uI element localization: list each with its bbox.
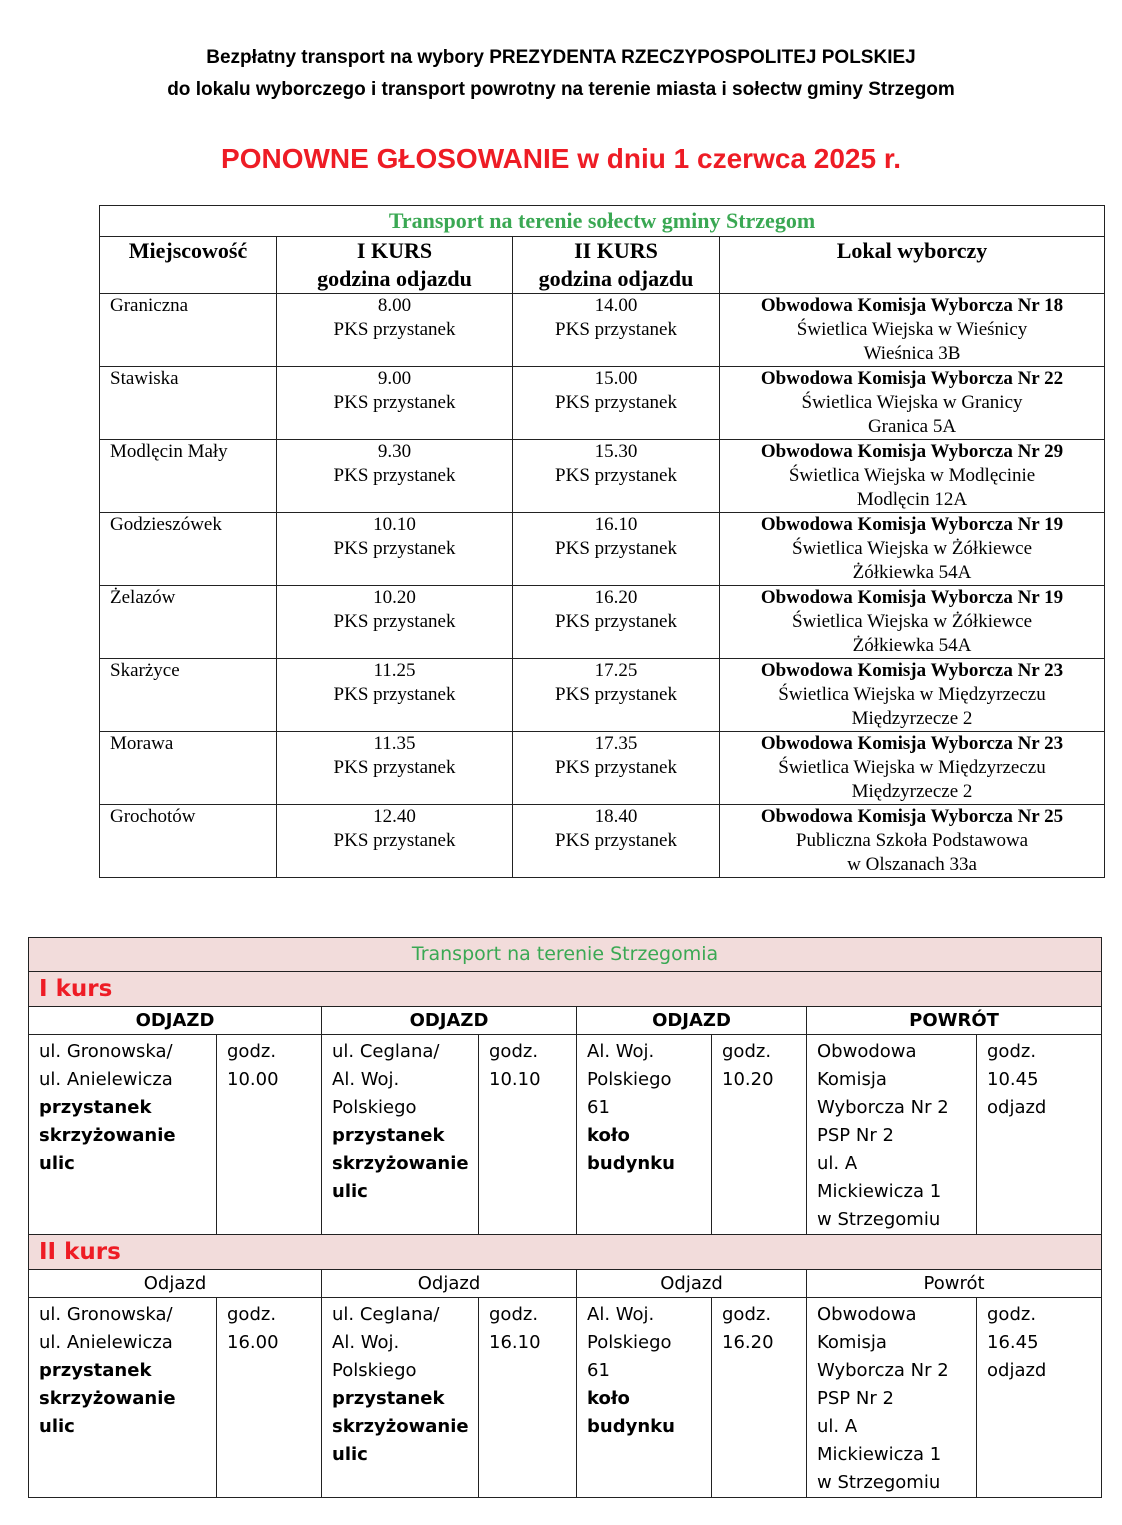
cell-course-2: 15.00 PKS przystanek — [513, 367, 720, 440]
stop-location: ul. Gronowska/ ul. Anielewicza przystanek skrzyżowanie ulic — [29, 1298, 217, 1498]
table-row — [29, 1298, 1102, 1498]
table-villages — [99, 205, 1105, 878]
table-row — [100, 294, 1105, 367]
col-header-course-2: II KURS godzina odjazdu — [513, 237, 720, 294]
table-row — [100, 367, 1105, 440]
cell-course-1: 10.20 PKS przystanek — [277, 586, 513, 659]
cell-course-2: 16.10 PKS przystanek — [513, 513, 720, 586]
stop-time: godz. 10.00 — [217, 1035, 322, 1235]
course-label: I kurs — [29, 972, 1102, 1007]
cell-course-1: 10.10 PKS przystanek — [277, 513, 513, 586]
header-line-2: do lokalu wyborczego i transport powrotny na terenie miasta i sołectw gminy Strzegom — [167, 79, 955, 100]
cell-place: Grochotów — [100, 805, 277, 878]
col-header-course-1: I KURS godzina odjazdu — [277, 237, 513, 294]
cell-course-2: 16.20 PKS przystanek — [513, 586, 720, 659]
header-line-1: Bezpłatny transport na wybory PREZYDENTA RZECZYPOSPOLITEJ POLSKIEJ — [206, 47, 916, 68]
stop-location: Al. Woj. Polskiego 61 koło budynku — [577, 1035, 712, 1235]
course-label: II kurs — [29, 1235, 1102, 1270]
cell-course-2: 17.35 PKS przystanek — [513, 732, 720, 805]
cell-course-2: 14.00 PKS przystanek — [513, 294, 720, 367]
col-header-place: Miejscowość — [100, 237, 277, 294]
course-col-header: ODJAZD — [577, 1007, 807, 1035]
cell-course-1: 11.25 PKS przystanek — [277, 659, 513, 732]
cell-lokal: Obwodowa Komisja Wyborcza Nr 23 Świetlica Wiejska w Międzyrzeczu Międzyrzecze 2 — [720, 732, 1105, 805]
table-row — [100, 513, 1105, 586]
cell-course-2: 15.30 PKS przystanek — [513, 440, 720, 513]
cell-place: Modlęcin Mały — [100, 440, 277, 513]
course-col-header: POWRÓT — [807, 1007, 1102, 1035]
course-col-header: ODJAZD — [29, 1007, 322, 1035]
table-row — [29, 1035, 1102, 1235]
table-city-title: Transport na terenie Strzegomia — [29, 938, 1102, 972]
cell-course-1: 11.35 PKS przystanek — [277, 732, 513, 805]
cell-place: Żelazów — [100, 586, 277, 659]
cell-lokal: Obwodowa Komisja Wyborcza Nr 29 Świetlica Wiejska w Modlęcinie Modlęcin 12A — [720, 440, 1105, 513]
cell-place: Stawiska — [100, 367, 277, 440]
table-row — [100, 440, 1105, 513]
stop-time: godz. 10.20 — [712, 1035, 807, 1235]
course-col-header: Powrót — [807, 1270, 1102, 1298]
cell-lokal: Obwodowa Komisja Wyborcza Nr 19 Świetlica Wiejska w Żółkiewce Żółkiewka 54A — [720, 513, 1105, 586]
stop-time: godz. 16.45 odjazd — [977, 1298, 1102, 1498]
cell-lokal: Obwodowa Komisja Wyborcza Nr 19 Świetlica Wiejska w Żółkiewce Żółkiewka 54A — [720, 586, 1105, 659]
cell-lokal: Obwodowa Komisja Wyborcza Nr 22 Świetlica Wiejska w Granicy Granica 5A — [720, 367, 1105, 440]
stop-location: ul. Ceglana/ Al. Woj. Polskiego przystanek skrzyżowanie ulic — [322, 1035, 479, 1235]
table-row — [100, 586, 1105, 659]
course-col-header: ODJAZD — [322, 1007, 577, 1035]
col-header-lokal: Lokal wyborczy — [720, 237, 1105, 294]
table-row — [100, 805, 1105, 878]
stop-time: godz. 16.20 — [712, 1298, 807, 1498]
header-line-3: PONOWNE GŁOSOWANIE w dniu 1 czerwca 2025 r. — [221, 143, 901, 174]
course-col-header: Odjazd — [577, 1270, 807, 1298]
stop-location: Obwodowa Komisja Wyborcza Nr 2 PSP Nr 2 ul. A Mickiewicza 1 w Strzegomiu — [807, 1298, 977, 1498]
cell-course-1: 12.40 PKS przystanek — [277, 805, 513, 878]
table-row — [100, 732, 1105, 805]
cell-course-2: 18.40 PKS przystanek — [513, 805, 720, 878]
cell-course-2: 17.25 PKS przystanek — [513, 659, 720, 732]
cell-lokal: Obwodowa Komisja Wyborcza Nr 25 Publiczna Szkoła Podstawowa w Olszanach 33a — [720, 805, 1105, 878]
course-col-header: Odjazd — [29, 1270, 322, 1298]
cell-place: Skarżyce — [100, 659, 277, 732]
stop-time: godz. 10.45 odjazd — [977, 1035, 1102, 1235]
stop-location: Obwodowa Komisja Wyborcza Nr 2 PSP Nr 2 ul. A Mickiewicza 1 w Strzegomiu — [807, 1035, 977, 1235]
stop-location: ul. Gronowska/ ul. Anielewicza przystanek skrzyżowanie ulic — [29, 1035, 217, 1235]
stop-location: ul. Ceglana/ Al. Woj. Polskiego przystanek skrzyżowanie ulic — [322, 1298, 479, 1498]
stop-location: Al. Woj. Polskiego 61 koło budynku — [577, 1298, 712, 1498]
table-villages-title: Transport na terenie sołectw gminy Strzegom — [100, 206, 1105, 237]
course-col-header: Odjazd — [322, 1270, 577, 1298]
table-row — [100, 659, 1105, 732]
cell-place: Morawa — [100, 732, 277, 805]
stop-time: godz. 16.10 — [479, 1298, 577, 1498]
cell-lokal: Obwodowa Komisja Wyborcza Nr 23 Świetlica Wiejska w Międzyrzeczu Międzyrzecze 2 — [720, 659, 1105, 732]
cell-course-1: 8.00 PKS przystanek — [277, 294, 513, 367]
stop-time: godz. 10.10 — [479, 1035, 577, 1235]
table-city — [28, 937, 1102, 1498]
cell-course-1: 9.00 PKS przystanek — [277, 367, 513, 440]
cell-place: Graniczna — [100, 294, 277, 367]
cell-course-1: 9.30 PKS przystanek — [277, 440, 513, 513]
cell-lokal: Obwodowa Komisja Wyborcza Nr 18 Świetlica Wiejska w Wieśnicy Wieśnica 3B — [720, 294, 1105, 367]
stop-time: godz. 16.00 — [217, 1298, 322, 1498]
cell-place: Godzieszówek — [100, 513, 277, 586]
